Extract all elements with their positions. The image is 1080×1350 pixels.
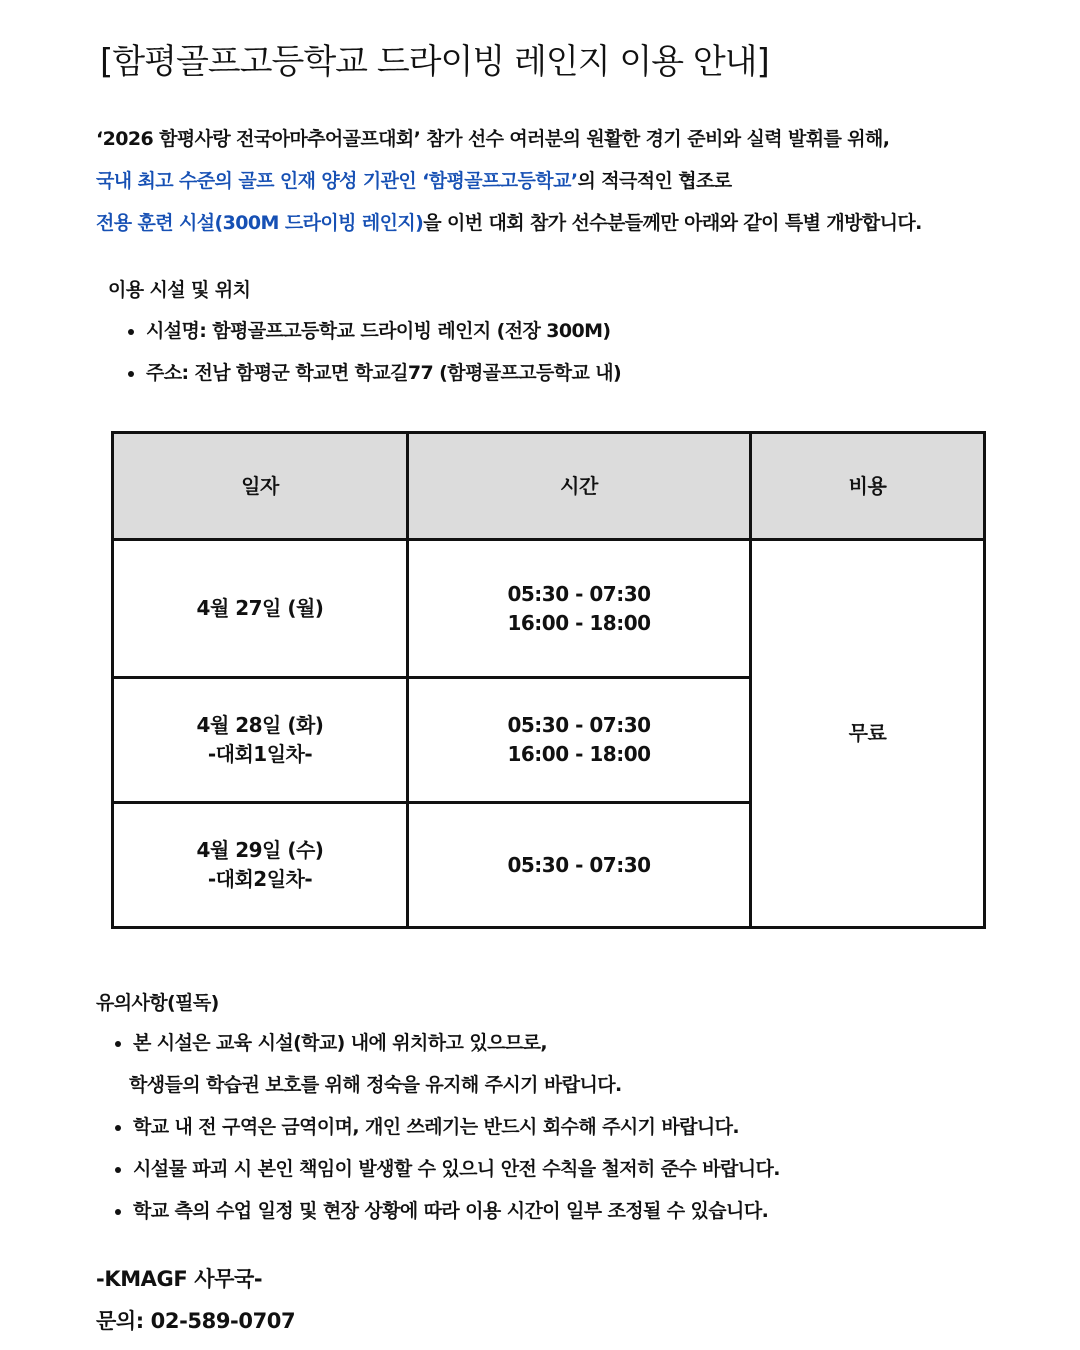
schedule-table — [111, 431, 986, 929]
date-cell — [113, 540, 408, 678]
footer — [96, 1258, 295, 1342]
note-item-line: 본 시설은 교육 시설(학교) 내에 위치하고 있으므로, — [133, 1032, 547, 1054]
facility-heading: 이용 시설 및 위치 — [108, 279, 251, 301]
table-row — [113, 540, 985, 678]
time-slot: 16:00 - 18:00 — [507, 610, 651, 635]
date-text: 4월 28일 (화) — [196, 713, 324, 737]
time-cell — [408, 678, 751, 803]
time-cell — [408, 540, 751, 678]
facility-address-item: • 주소: 전남 함평군 학교면 학교길77 (함평골프고등학교 내) — [146, 352, 621, 394]
cost-cell: 무료 — [751, 540, 985, 928]
time-slot: 05:30 - 07:30 — [507, 852, 651, 877]
time-cell — [408, 803, 751, 928]
date-subtitle: -대회2일차- — [207, 867, 313, 891]
notes-section — [96, 984, 780, 1232]
contact-info: 문의: 02-589-0707 — [96, 1309, 296, 1333]
facility-list — [108, 310, 621, 394]
facility-name-item: • 시설명: 함평골프고등학교 드라이빙 레인지 (전장 300M) — [146, 310, 621, 352]
intro-line-3-rest: 을 이번 대회 참가 선수분들께만 아래와 같이 특별 개방합니다. — [423, 212, 922, 234]
note-item-continuation: 학생들의 학습권 보호를 위해 정숙을 유지해 주시기 바랍니다. — [129, 1074, 622, 1096]
note-item: • 학교 측의 수업 일정 및 현장 상황에 따라 이용 시간이 일부 조정될 수 있습니다. — [133, 1190, 780, 1232]
intro-line-2-rest: 의 적극적인 협조로 — [577, 170, 732, 192]
date-text: 4월 29일 (수) — [196, 838, 324, 862]
note-item: • 시설물 파괴 시 본인 책임이 발생할 수 있으니 안전 수칙을 철저히 준수 바랍니다. — [133, 1148, 780, 1190]
intro-line-3 — [96, 202, 996, 244]
page-title: [함평골프고등학교 드라이빙 레인지 이용 안내] — [100, 42, 769, 82]
intro-line-1: ‘2026 함평사랑 전국아마추어골프대회’ 참가 선수 여러분의 원활한 경기 준비와 실력 발휘를 위해, — [96, 128, 890, 150]
date-cell — [113, 678, 408, 803]
notes-list — [96, 1022, 780, 1232]
header-cost: 비용 — [751, 433, 985, 540]
date-cell — [113, 803, 408, 928]
time-slot: 05:30 - 07:30 — [507, 713, 651, 737]
organizer-name: -KMAGF 사무국- — [96, 1267, 263, 1291]
intro-paragraph — [96, 118, 996, 244]
table-header-row — [113, 433, 985, 540]
intro-line-2 — [96, 160, 996, 202]
note-item: • 학교 내 전 구역은 금역이며, 개인 쓰레기는 반드시 회수해 주시기 바랍니다. — [133, 1106, 780, 1148]
header-time: 시간 — [408, 433, 751, 540]
notes-heading: 유의사항(필독) — [96, 992, 219, 1014]
intro-highlight-facility: 전용 훈련 시설(300M 드라이빙 레인지) — [96, 212, 424, 234]
time-slot: 16:00 - 18:00 — [507, 742, 651, 766]
date-subtitle: -대회1일차- — [207, 742, 313, 766]
note-item — [129, 1022, 780, 1106]
intro-highlight-school: 국내 최고 수준의 골프 인재 양성 기관인 ‘함평골프고등학교’ — [96, 170, 578, 192]
facility-section — [108, 274, 621, 394]
date-text: 4월 27일 (월) — [196, 596, 324, 620]
header-date: 일자 — [113, 433, 408, 540]
time-slot: 05:30 - 07:30 — [507, 581, 651, 606]
